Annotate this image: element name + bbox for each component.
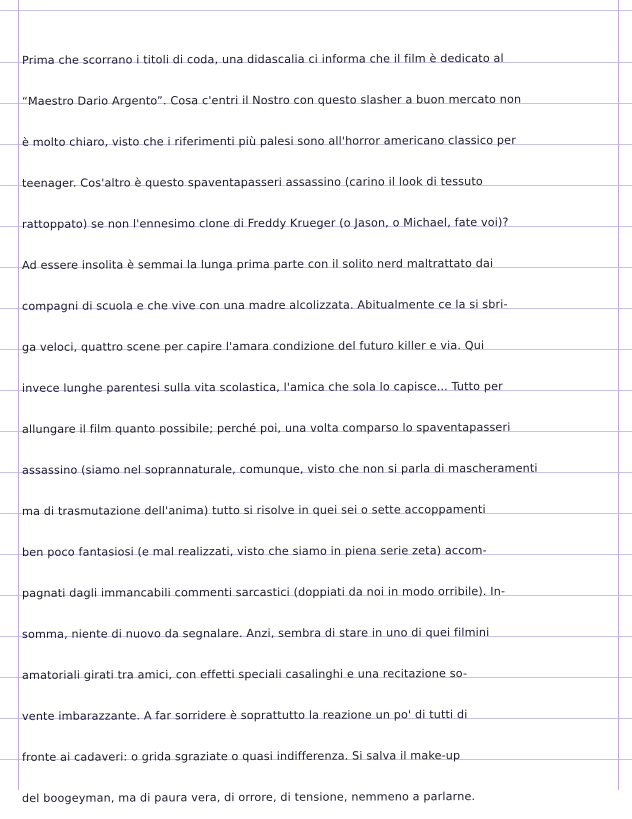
text-line: del boogeyman, ma di paura vera, di orrore, di tensione, nemmeno a parlarne. bbox=[21, 790, 476, 805]
text-line: ben poco fantasiosi (e mal realizzati, visto che siamo in piena serie zeta) accom- bbox=[21, 543, 487, 559]
text-line: amatoriali girati tra amici, con effetti speciali casalinghi e una recitazione so- bbox=[21, 667, 468, 682]
text-line: ga veloci, quattro scene per capire l'amara condizione del futuro killer e via. Qui bbox=[21, 338, 485, 354]
text-line: allungare il film quanto possibile; perché poi, una volta comparso lo spaventapasseri bbox=[21, 420, 511, 436]
text-line: Ad essere insolita è semmai la lunga prima parte con il solito nerd maltrattato dai bbox=[21, 256, 494, 272]
text-line: compagni di scuola e che vive con una madre alcolizzata. Abitualmente ce la si sbri- bbox=[21, 297, 508, 313]
left-margin-line bbox=[18, 0, 19, 790]
text-line: fronte ai cadaveri: o grida sgraziate o quasi indifferenza. Si salva il make-up bbox=[21, 749, 461, 764]
text-line: è molto chiaro, visto che i riferimenti più palesi sono all'horror americano classico per bbox=[21, 133, 516, 149]
text-line: “Maestro Dario Argento”. Cosa c'entri il Nostro con questo slasher a buon mercato non bbox=[21, 92, 522, 108]
text-line: ma di trasmutazione dell'anima) tutto si risolve in quei sei o sette accoppamenti bbox=[21, 502, 486, 518]
right-margin-line bbox=[618, 0, 619, 790]
handwritten-text bbox=[22, 40, 616, 819]
text-line: invece lunghe parentesi sulla vita scolastica, l'amica che sola lo capisce... Tutto per bbox=[21, 379, 503, 395]
text-line: assassino (siamo nel soprannaturale, comunque, visto che non si parla di mascheramenti bbox=[21, 461, 538, 477]
text-line: Prima che scorrano i titoli di coda, una didascalia ci informa che il film è dedicato al bbox=[21, 51, 504, 67]
text-line: vente imbarazzante. A far sorridere è soprattutto la reazione un po' di tutti di bbox=[21, 708, 468, 723]
text-line: teenager. Cos'altro è questo spaventapasseri assassino (carino il look di tessuto bbox=[21, 174, 483, 190]
text-line: pagnati dagli immancabili commenti sarcastici (doppiati da noi in modo orribile). In- bbox=[21, 584, 506, 600]
text-line: rattoppato) se non l'ennesimo clone di Freddy Krueger (o Jason, o Michael, fate voi)? bbox=[21, 215, 509, 231]
text-line: somma, niente di nuovo da segnalare. Anzi, sembra di stare in uno di quei filmini bbox=[21, 625, 490, 641]
